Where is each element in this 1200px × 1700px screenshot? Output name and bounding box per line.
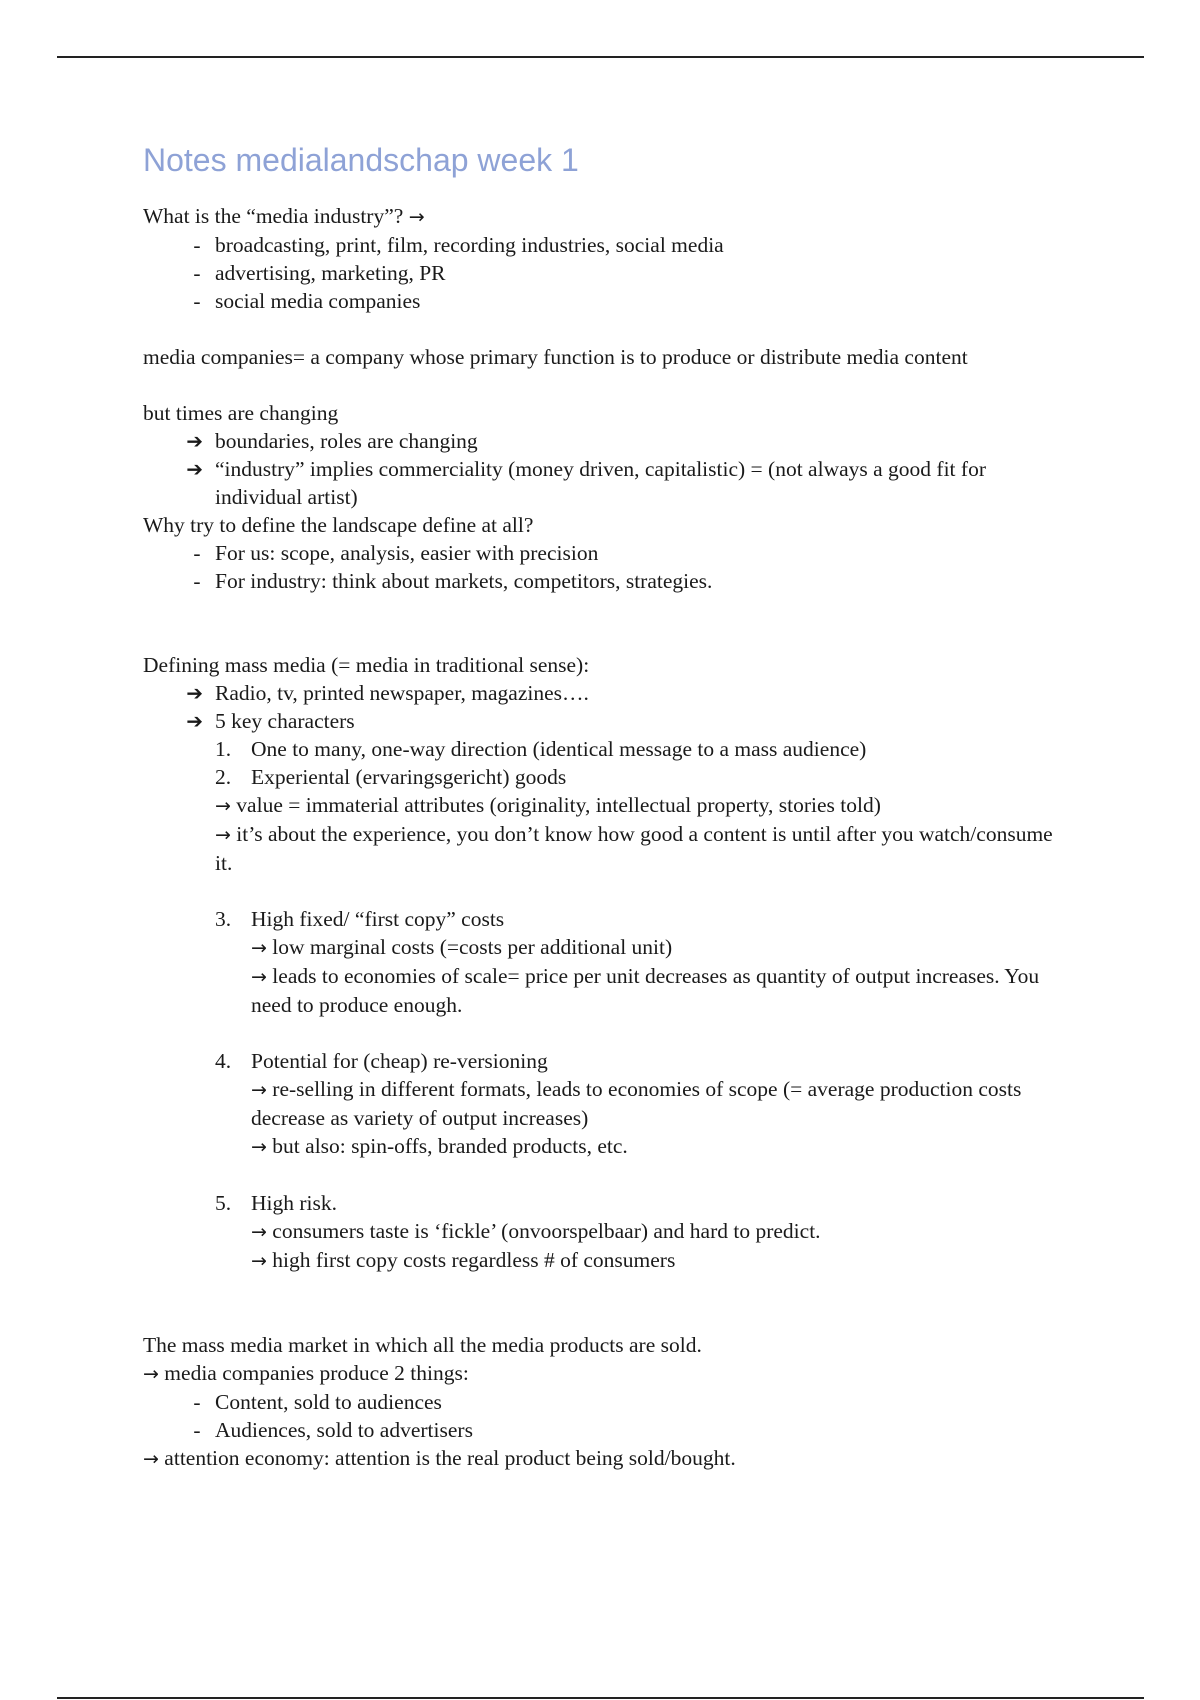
arrow-icon: →	[143, 1363, 159, 1385]
dash-bullet: -	[193, 541, 201, 565]
dash-bullet: -	[193, 1418, 201, 1442]
sub-note-text: media companies produce 2 things:	[164, 1361, 469, 1385]
list-item-text: For industry: think about markets, competitors, strategies.	[215, 569, 713, 593]
sub-note	[143, 1132, 1063, 1161]
sub-note-text: consumers taste is ‘fickle’ (onvoorspelbaar) and hard to predict.	[272, 1219, 821, 1243]
item-number: 2.	[215, 765, 232, 789]
paragraph-mass-media-market: The mass media market in which all the media products are sold.	[143, 1333, 702, 1357]
item-text: Experiental (ervaringsgericht) goods	[251, 765, 567, 789]
item-number: 3.	[215, 907, 232, 931]
numbered-item-2	[143, 763, 1063, 791]
footer-rule	[57, 1697, 1144, 1699]
arrow-bullet-icon: ➔	[186, 681, 203, 705]
numbered-item-3	[143, 905, 1063, 933]
arrow-icon: →	[215, 824, 231, 846]
sub-note	[143, 933, 1063, 962]
arrow-icon: →	[251, 1250, 267, 1272]
sub-note-text: low marginal costs (=costs per additional unit)	[272, 935, 673, 959]
list-item	[143, 539, 1063, 567]
dash-bullet: -	[193, 569, 201, 593]
item-text: High fixed/ “first copy” costs	[251, 907, 505, 931]
arrow-icon: →	[251, 966, 267, 988]
sub-note-text: leads to economies of scale= price per unit decreases as quantity of output increases. You need to produce enough.	[251, 964, 1040, 1017]
header-rule	[57, 56, 1144, 58]
sub-note	[143, 1075, 1063, 1132]
sub-note	[143, 1444, 1063, 1473]
list-item	[143, 567, 1063, 595]
arrow-icon: →	[251, 1136, 267, 1158]
list-item	[143, 1416, 1063, 1444]
paragraph-times-changing: but times are changing	[143, 401, 339, 425]
list-item-text: social media companies	[215, 289, 421, 313]
item-text: Potential for (cheap) re-versioning	[251, 1049, 548, 1073]
item-text: High risk.	[251, 1191, 337, 1215]
list-item	[143, 1388, 1063, 1416]
item-number: 4.	[215, 1049, 232, 1073]
list-item-text: broadcasting, print, film, recording industries, social media	[215, 233, 724, 257]
sub-note	[143, 1217, 1063, 1246]
item-number: 1.	[215, 737, 232, 761]
sub-note-text: it’s about the experience, you don’t know how good a content is until after you watch/consume it.	[215, 822, 1053, 875]
sub-note	[143, 962, 1063, 1019]
dash-bullet: -	[193, 289, 201, 313]
list-item	[143, 707, 1063, 735]
question-media-industry	[143, 202, 1063, 231]
arrow-icon: →	[251, 1079, 267, 1101]
list-item	[143, 679, 1063, 707]
sub-note-text: but also: spin-offs, branded products, etc.	[272, 1134, 628, 1158]
dash-bullet: -	[193, 261, 201, 285]
sub-note-text: re-selling in different formats, leads to economies of scope (= average production costs decrease as variety of output increases)	[251, 1077, 1022, 1130]
definition-media-companies: media companies= a company whose primary function is to produce or distribute media content	[143, 345, 968, 369]
arrow-icon: →	[143, 1448, 159, 1470]
numbered-item-5	[143, 1189, 1063, 1217]
list-item-text: Audiences, sold to advertisers	[215, 1418, 473, 1442]
heading-mass-media: Defining mass media (= media in traditional sense):	[143, 653, 590, 677]
list-item-text: “industry” implies commerciality (money driven, capitalistic) = (not always a good fit for individual artist)	[215, 457, 986, 509]
list-item-text: Content, sold to audiences	[215, 1390, 442, 1414]
arrow-icon: →	[408, 206, 425, 228]
page-title: Notes medialandschap week 1	[143, 142, 579, 178]
list-item	[143, 287, 1063, 315]
list-item-text: boundaries, roles are changing	[215, 429, 478, 453]
list-item	[143, 455, 1063, 511]
arrow-icon: →	[251, 1221, 267, 1243]
arrow-bullet-icon: ➔	[186, 709, 203, 733]
list-item	[143, 231, 1063, 259]
arrow-bullet-icon: ➔	[186, 457, 203, 481]
sub-note	[143, 1359, 1063, 1388]
arrow-bullet-icon: ➔	[186, 429, 203, 453]
list-item	[143, 259, 1063, 287]
sub-note-text: attention economy: attention is the real product being sold/bought.	[164, 1446, 736, 1470]
sub-note-text: value = immaterial attributes (originality, intellectual property, stories told)	[236, 793, 881, 817]
sub-note-text: high first copy costs regardless # of consumers	[272, 1248, 676, 1272]
sub-note	[143, 791, 1063, 820]
numbered-item-4	[143, 1047, 1063, 1075]
document-body	[143, 140, 1063, 1473]
list-item-text: For us: scope, analysis, easier with precision	[215, 541, 599, 565]
sub-note	[143, 820, 1063, 877]
list-item-text: Radio, tv, printed newspaper, magazines….	[215, 681, 589, 705]
question-text: What is the “media industry”?	[143, 204, 409, 228]
dash-bullet: -	[193, 1390, 201, 1414]
numbered-item-1	[143, 735, 1063, 763]
list-item	[143, 427, 1063, 455]
sub-note	[143, 1246, 1063, 1275]
arrow-icon: →	[251, 937, 267, 959]
dash-bullet: -	[193, 233, 201, 257]
list-item-text: advertising, marketing, PR	[215, 261, 446, 285]
arrow-icon: →	[215, 795, 231, 817]
item-number: 5.	[215, 1191, 232, 1215]
list-item-text: 5 key characters	[215, 709, 355, 733]
question-why-define: Why try to define the landscape define at all?	[143, 513, 534, 537]
item-text: One to many, one-way direction (identical message to a mass audience)	[251, 737, 867, 761]
